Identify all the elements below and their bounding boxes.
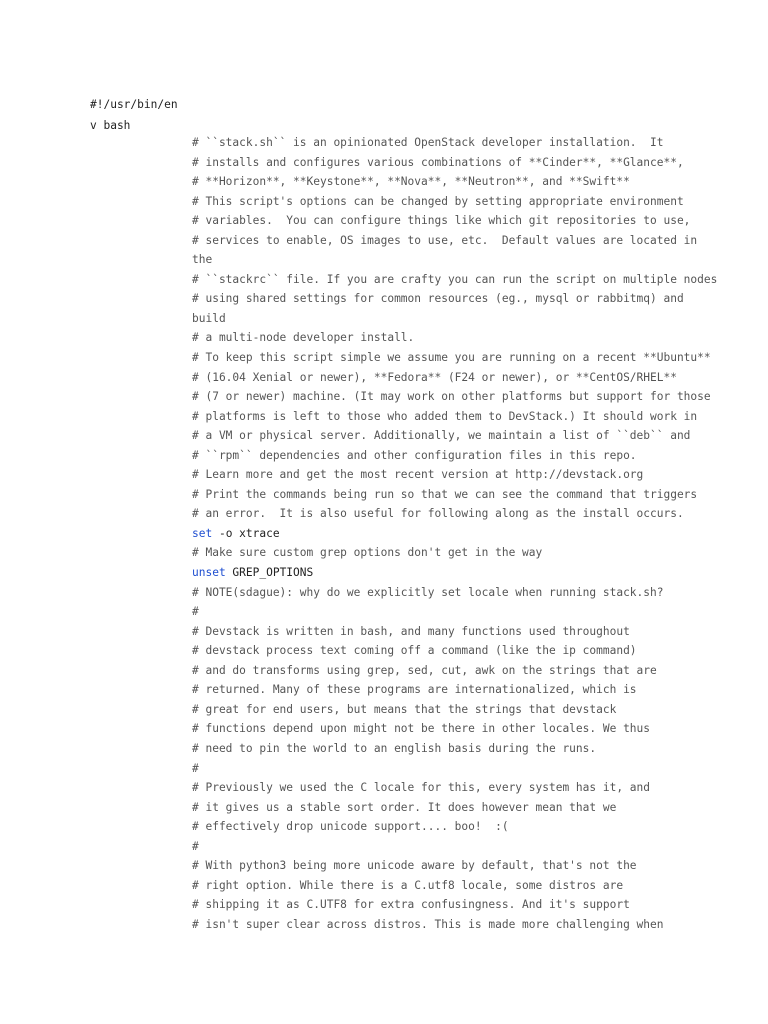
code-statement-line <box>192 563 752 583</box>
comment-line: the <box>192 253 213 267</box>
comment-line: # an error. It is also useful for following along as the install occurs. <box>192 507 684 521</box>
comment-line: build <box>192 311 226 325</box>
comment-line: # Previously we used the C locale for this, every system has it, and <box>192 781 651 795</box>
comment-line: # platforms is left to those who added them to DevStack.) It should work in <box>192 409 698 423</box>
shebang-line: #!/usr/bin/en v bash <box>90 98 178 132</box>
comment-line: # great for end users, but means that the strings that devstack <box>192 702 617 716</box>
statement-argument: GREP_OPTIONS <box>225 566 314 580</box>
comment-line: # it gives us a stable sort order. It does however mean that we <box>192 800 617 814</box>
comment-line: # <box>192 605 199 619</box>
comment-line: # need to pin the world to an english basis during the runs. <box>192 741 597 755</box>
comment-line: # (7 or newer) machine. (It may work on other platforms but support for those <box>192 390 711 404</box>
comment-line: # and do transforms using grep, sed, cut, awk on the strings that are <box>192 663 657 677</box>
comment-line: # **Horizon**, **Keystone**, **Nova**, **Neutron**, and **Swift** <box>192 175 630 189</box>
comment-line: # a VM or physical server. Additionally, we maintain a list of ``deb`` and <box>192 429 691 443</box>
comment-line: # Devstack is written in bash, and many functions used throughout <box>192 624 630 638</box>
comment-line: # Print the commands being run so that we can see the command that triggers <box>192 487 698 501</box>
comment-line: # right option. While there is a C.utf8 locale, some distros are <box>192 878 624 892</box>
comment-line: # shipping it as C.UTF8 for extra confusingness. And it's support <box>192 898 630 912</box>
comment-line: # returned. Many of these programs are internationalized, which is <box>192 683 637 697</box>
code-statement-line <box>192 524 752 544</box>
comment-line: # ``rpm`` dependencies and other configuration files in this repo. <box>192 448 637 462</box>
comment-line: # <box>192 839 199 853</box>
comment-line: # variables. You can configure things like which git repositories to use, <box>192 214 691 228</box>
shell-keyword: unset <box>192 566 226 580</box>
comment-line: # devstack process text coming off a command (like the ip command) <box>192 644 637 658</box>
comment-line: # <box>192 761 199 775</box>
comment-line: # Make sure custom grep options don't get in the way <box>192 546 543 560</box>
comment-line: # Learn more and get the most recent version at http://devstack.org <box>192 468 644 482</box>
comment-line: # ``stack.sh`` is an opinionated OpenStack developer installation. It <box>192 136 664 149</box>
comment-line: # using shared settings for common resources (eg., mysql or rabbitmq) and <box>192 292 684 306</box>
comment-line: # isn't super clear across distros. This is made more challenging when <box>192 917 664 931</box>
comment-line: # installs and configures various combinations of **Cinder**, **Glance**, <box>192 155 684 169</box>
comment-line: # To keep this script simple we assume you are running on a recent **Ubuntu** <box>192 351 711 365</box>
comment-line: # effectively drop unicode support.... boo! :( <box>192 820 509 834</box>
code-block <box>192 133 752 934</box>
shell-keyword: set <box>192 526 213 540</box>
comment-line: # (16.04 Xenial or newer), **Fedora** (F24 or newer), or **CentOS/RHEL** <box>192 370 677 384</box>
statement-argument: -o xtrace <box>212 526 280 540</box>
comment-line: # services to enable, OS images to use, etc. Default values are located in <box>192 233 698 247</box>
comment-line: # a multi-node developer install. <box>192 331 415 345</box>
comment-line: # ``stackrc`` file. If you are crafty you can run the script on multiple nodes <box>192 272 718 286</box>
comment-line: # functions depend upon might not be there in other locales. We thus <box>192 722 651 736</box>
comment-line: # This script's options can be changed by setting appropriate environment <box>192 194 684 208</box>
comment-line: # With python3 being more unicode aware by default, that's not the <box>192 859 637 873</box>
comment-line: # NOTE(sdague): why do we explicitly set locale when running stack.sh? <box>192 585 664 599</box>
